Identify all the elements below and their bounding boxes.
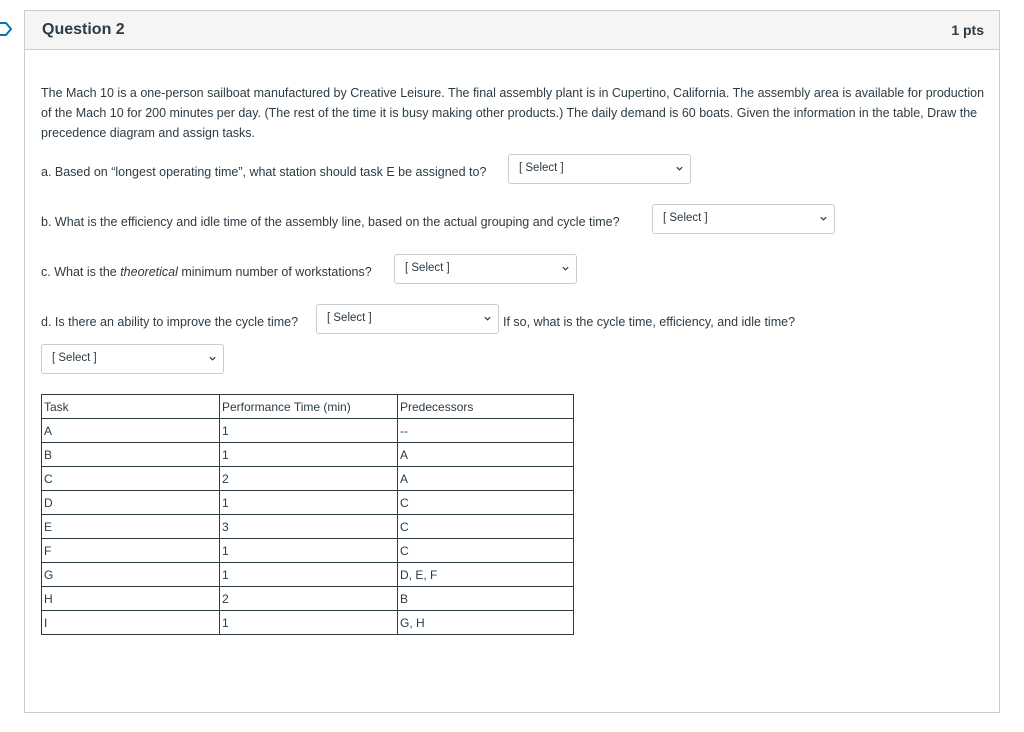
question-body [41, 83, 991, 143]
table-cell-time: 1 [220, 539, 398, 563]
table-cell-task: G [42, 563, 220, 587]
part-d-followup-select[interactable] [41, 344, 224, 374]
table-header-row [42, 395, 574, 419]
question-title: Question 2 [42, 21, 125, 38]
table-cell-time: 1 [220, 419, 398, 443]
table-cell-time: 1 [220, 491, 398, 515]
table-cell-predecessors: A [398, 443, 574, 467]
table-cell-time: 1 [220, 443, 398, 467]
table-cell-time: 1 [220, 611, 398, 635]
part-b-line [41, 214, 620, 229]
table-cell-task: I [42, 611, 220, 635]
table-cell-predecessors: B [398, 587, 574, 611]
table-cell-predecessors: D, E, F [398, 563, 574, 587]
part-c-text [41, 265, 372, 279]
table-cell-task: B [42, 443, 220, 467]
chevron-down-icon [208, 354, 217, 363]
table-cell-predecessors: G, H [398, 611, 574, 635]
question-points: 1 pts [951, 22, 984, 38]
part-a-select-label: [ Select ] [519, 162, 564, 174]
table-row [42, 539, 574, 563]
table-row [42, 515, 574, 539]
table-cell-task: A [42, 419, 220, 443]
table-header-time: Performance Time (min) [220, 395, 398, 419]
table-cell-predecessors: C [398, 491, 574, 515]
table-cell-predecessors: A [398, 467, 574, 491]
table-cell-task: D [42, 491, 220, 515]
part-c-line [41, 264, 372, 279]
question-card [24, 10, 1000, 713]
table-row [42, 467, 574, 491]
table-cell-time: 1 [220, 563, 398, 587]
table-row [42, 587, 574, 611]
table-cell-predecessors: C [398, 539, 574, 563]
table-cell-predecessors: C [398, 515, 574, 539]
table-row [42, 419, 574, 443]
task-table [41, 394, 574, 635]
part-d-select[interactable] [316, 304, 499, 334]
table-cell-time: 2 [220, 467, 398, 491]
table-row [42, 491, 574, 515]
part-c-text-after: minimum number of workstations? [177, 264, 372, 279]
table-cell-time: 3 [220, 515, 398, 539]
part-c-text-before: c. What is the [41, 264, 121, 279]
chevron-down-icon [561, 264, 570, 273]
part-b-select-label: [ Select ] [663, 212, 708, 224]
table-header-predecessors: Predecessors [398, 395, 574, 419]
part-d-followup-line [503, 314, 795, 329]
part-c-text-emphasis: theoretical [120, 264, 178, 279]
table-cell-task: F [42, 539, 220, 563]
part-b-text: b. What is the efficiency and idle time of the assembly line, based on the actual grouping and cycle time? [41, 214, 620, 229]
part-d-followup-text: If so, what is the cycle time, efficiency, and idle time? [503, 314, 796, 329]
chevron-down-icon [483, 314, 492, 323]
table-cell-predecessors: -- [398, 419, 574, 443]
part-d-line [41, 314, 298, 329]
part-d-text: d. Is there an ability to improve the cycle time? [41, 314, 299, 329]
flag-icon[interactable] [0, 21, 14, 37]
table-cell-time: 2 [220, 587, 398, 611]
question-header [25, 11, 999, 50]
part-b-select[interactable] [652, 204, 835, 234]
part-a-text: a. Based on “longest operating time”, what station should task E be assigned to? [41, 164, 487, 179]
table-cell-task: C [42, 467, 220, 491]
part-c-select[interactable] [394, 254, 577, 284]
part-a-line [41, 164, 486, 179]
table-row [42, 443, 574, 467]
question-intro-text: The Mach 10 is a one-person sailboat manufactured by Creative Leisure. The final assembly plant is in Cupertino, California. The assembly area is available for production of the Mach 10 for 200 minutes per day. (The rest of the time it is busy making other products.) The daily demand is 60 boats. Given the information in the table, Draw the precedence diagram and assign tasks. [41, 86, 985, 140]
table-cell-task: E [42, 515, 220, 539]
chevron-down-icon [819, 214, 828, 223]
table-row [42, 611, 574, 635]
chevron-down-icon [675, 164, 684, 173]
table-header-task: Task [42, 395, 220, 419]
part-d-select-label: [ Select ] [327, 312, 372, 324]
part-a-select[interactable] [508, 154, 691, 184]
part-c-select-label: [ Select ] [405, 262, 450, 274]
table-cell-task: H [42, 587, 220, 611]
table-row [42, 563, 574, 587]
part-d-followup-select-label: [ Select ] [52, 352, 97, 364]
